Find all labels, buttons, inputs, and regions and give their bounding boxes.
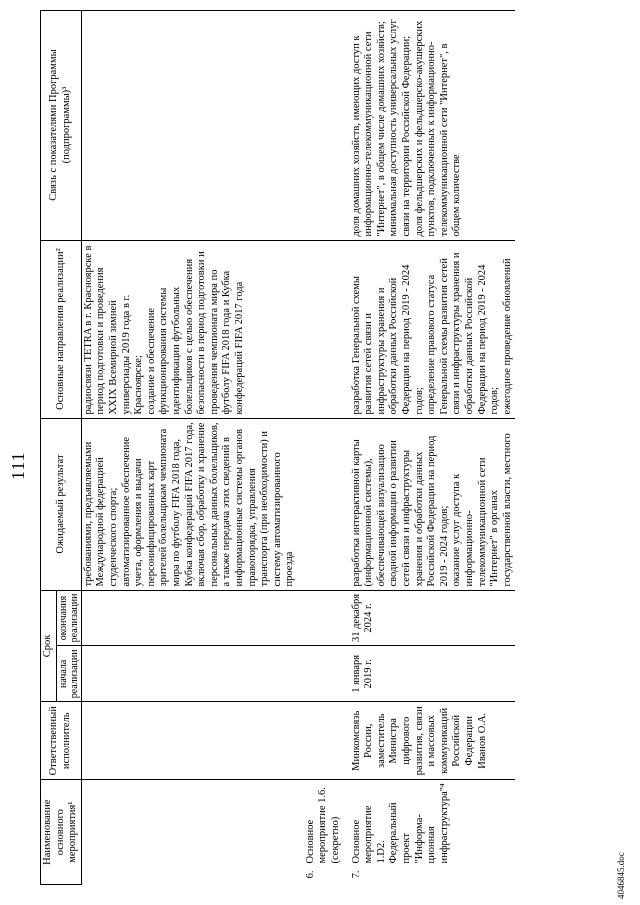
row-executor — [81, 702, 298, 780]
table-row — [81, 10, 298, 884]
page-number: 111 — [8, 451, 28, 480]
table-row — [350, 10, 516, 884]
row-start — [81, 646, 298, 702]
row-expected-result: разработка интерактивной карты (информационной системы), обеспечивающей визуализацию сводной информации о развитии сетей связи и инфраструктуры хранения и обработки данных Российской Федерации на период 2019 - 2024 годов; оказание услуг доступа к информационно-телекоммуникационной сети "Интернет" в органах государственной власти, местного — [350, 418, 516, 590]
row-measure-name: Основное мероприятие 1.D2. Федеральный проект "Информа-ционная инфраструктура"⁴ — [350, 783, 450, 864]
row-number: 7. — [350, 870, 362, 879]
row-indicators — [304, 10, 344, 240]
row-end: 31 декабря 2024 г. — [350, 590, 516, 646]
header-indicators-link: Связь с показателями Программы (подпрограммы)³ — [41, 10, 82, 240]
row-end — [304, 590, 344, 646]
header-term: Срок — [41, 590, 57, 702]
row-main-directions — [304, 240, 344, 418]
row-expected-result — [304, 418, 344, 590]
header-start: начала реализации — [56, 646, 81, 702]
header-end: окончания реализации — [56, 590, 81, 646]
row-executor: Минкомсвязь России, заместитель Министра цифрового развития, связи и массовых коммуникаций Российской Федерации Иванов О.А. — [350, 702, 516, 780]
header-expected-result: Ожидаемый результат — [41, 418, 82, 590]
header-executor: Ответственный исполнитель — [41, 702, 82, 780]
header-measure-name: Наименование основного мероприятия¹ — [41, 780, 82, 885]
row-number: 6. — [304, 870, 316, 879]
row-executor — [304, 702, 344, 780]
document-footer: 4046845.doc — [616, 852, 626, 899]
row-number — [81, 867, 298, 885]
row-indicators: доля домашних хозяйств, имеющих доступ к информационно-телекоммуникационной сети "Интернет", в общем числе домашних хозяйств; минимальная доступность универсальных услуг связи на территории Российской Федерации; доля фельдшерских и фельдшерско-акушерских пунктов, подключенных к информационно-телекоммуникационной сети "Интернет", в общем количестве — [350, 10, 516, 240]
row-main-directions: радиосвязи TETRA в г. Красноярске в период подготовки и проведения XXIX Всемирной зимней универсиады 2019 года в г. Красноярске; создание и обеспечение функционирования системы идентификации футбольных болельщиков с целью обеспечения безопасности в период подготовки и проведения чемпионата мира по футболу FIFA 2018 года и Кубка конфедераций FIFA 2017 года — [81, 240, 298, 418]
row-main-directions: разработка Генеральной схемы развития сетей связи и инфраструктуры хранения и обработки данных Российской Федерации на период 2019 - 2024 годов; определение правового статуса Генеральной схемы развития сетей связи и инфраструктуры хранения и обработки данных Российской Федерации на период 2019 - 2024 годов; ежегодное проведение обновлений — [350, 240, 516, 418]
row-indicators — [81, 10, 298, 240]
program-measures-table — [40, 10, 515, 885]
row-end — [81, 590, 298, 646]
table-header — [41, 10, 82, 884]
table-row — [304, 10, 344, 884]
header-main-directions: Основные направления реализации² — [41, 240, 82, 418]
row-measure-name — [81, 780, 298, 867]
row-measure-name: Основное мероприятие 1.6. (секретно) — [304, 787, 342, 864]
row-start — [304, 646, 344, 702]
row-expected-result: требованиями, предъявляемыми Международной федерацией студенческого спорта; автоматизированное обеспечение учета, оформления и выдачи персонифицированных карт зрителей болельщикам чемпионата мира по футболу FIFA 2018 года, Кубка конфедераций FIFA 2017 года, включая сбор, обработку и хранение персональных данных болельщиков, а также передача этих сведений в информационные системы органов правопорядка, управления транспорта (при необходимости) и систему автоматизированного проезда — [81, 418, 298, 590]
row-start: 1 января 2019 г. — [350, 646, 516, 702]
